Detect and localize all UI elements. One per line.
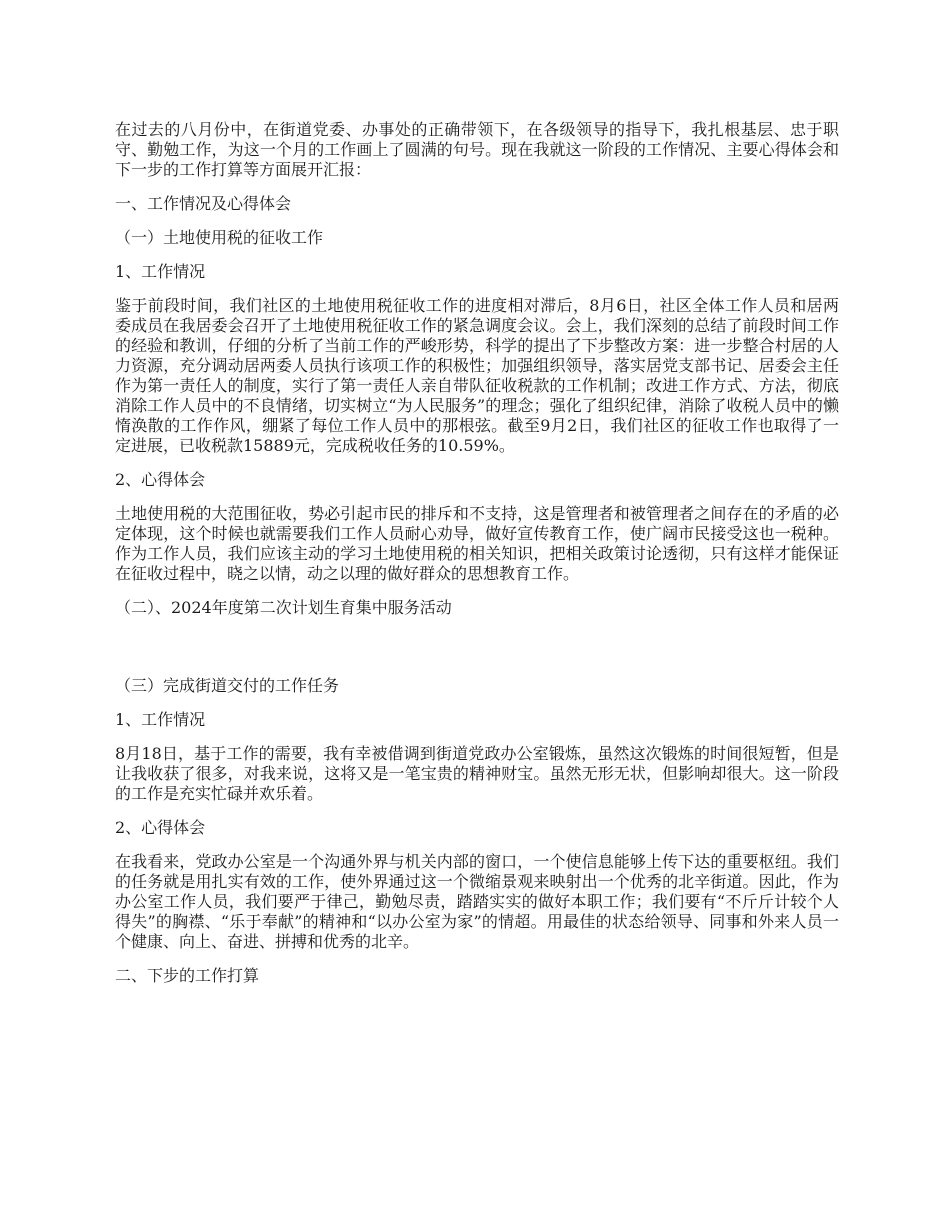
sub1-item1-heading: 1、工作情况 (115, 262, 206, 281)
blank-space (115, 632, 839, 676)
sub3-item1-heading: 1、工作情况 (115, 710, 206, 729)
intro-paragraph: 在过去的八月份中，在街道党委、办事处的正确带领下，在各级领导的指导下，我扎根基层、忠于职守、勤勉工作，为这一个月的工作画上了圆满的句号。现在我就这一阶段的工作情况、主要心得体会和下一步的工作打算等方面展开汇报： (115, 120, 839, 179)
sub1-item2-heading: 2、心得体会 (115, 470, 206, 489)
sub1-item1-paragraph: 鉴于前段时间，我们社区的土地使用税征收工作的进度相对滞后，8月6日，社区全体工作人员和居两委成员在我居委会召开了土地使用税征收工作的紧急调度会议。会上，我们深刻的总结了前段时间工作的经验和教训，仔细的分析了当前工作的严峻形势，科学的提出了下步整改方案：进一步整合村居的人力资源，充分调动居两委人员执行该项工作的积极性；加强组织领导，落实居党支部书记、居委会主任作为第一责任人的制度，实行了第一责任人亲自带队征收税款的工作机制；改进工作方式、方法，彻底消除工作人员中的不良情绪，切实树立“为人民服务”的理念；强化了组织纪律，消除了收税人员中的懒惰涣散的工作作风，绷紧了每位工作人员中的那根弦。截至9月2日，我们社区的征收工作也取得了一定进展，已收税款15889元，完成税收任务的10.59%。 (115, 296, 839, 455)
sub1-heading: （一）土地使用税的征收工作 (115, 228, 324, 247)
sub1-item2-paragraph: 土地使用税的大范围征收，势必引起市民的排斥和不支持，这是管理者和被管理者之间存在的矛盾的必定体现，这个时候也就需要我们工作人员耐心劝导，做好宣传教育工作，使广阔市民接受这也一税种。作为工作人员，我们应该主动的学习土地使用税的相关知识，把相关政策讨论透彻，只有这样才能保证在征收过程中，晓之以情，动之以理的做好群众的思想教育工作。 (115, 504, 839, 583)
sub3-item1-paragraph: 8月18日，基于工作的需要，我有幸被借调到街道党政办公室锻炼，虽然这次锻炼的时间很短暂，但是让我收获了很多，对我来说，这将又是一笔宝贵的精神财宝。虽然无形无状，但影响却很大。这一阶段的工作是充实忙碌并欢乐着。 (115, 744, 839, 803)
section2-heading: 二、下步的工作打算 (115, 966, 260, 985)
sub2-heading: （二）、2024年度第二次计划生育集中服务活动 (115, 598, 452, 617)
sub3-item2-heading: 2、心得体会 (115, 818, 206, 837)
sub3-heading: （三）完成街道交付的工作任务 (115, 676, 340, 695)
section1-heading: 一、工作情况及心得体会 (115, 194, 292, 213)
document-page (115, 120, 839, 1000)
sub3-item2-paragraph: 在我看来，党政办公室是一个沟通外界与机关内部的窗口，一个使信息能够上传下达的重要枢纽。我们的任务就是用扎实有效的工作，使外界通过这一个微缩景观来映射出一个优秀的北辛街道。因此，作为办公室工作人员，我们要严于律己，勤勉尽责，踏踏实实的做好本职工作；我们要有“不斤斤计较个人得失”的胸襟、“乐于奉献”的精神和“以办公室为家”的情超。用最佳的状态给领导、同事和外来人员一个健康、向上、奋进、拼搏和优秀的北辛。 (115, 852, 839, 951)
